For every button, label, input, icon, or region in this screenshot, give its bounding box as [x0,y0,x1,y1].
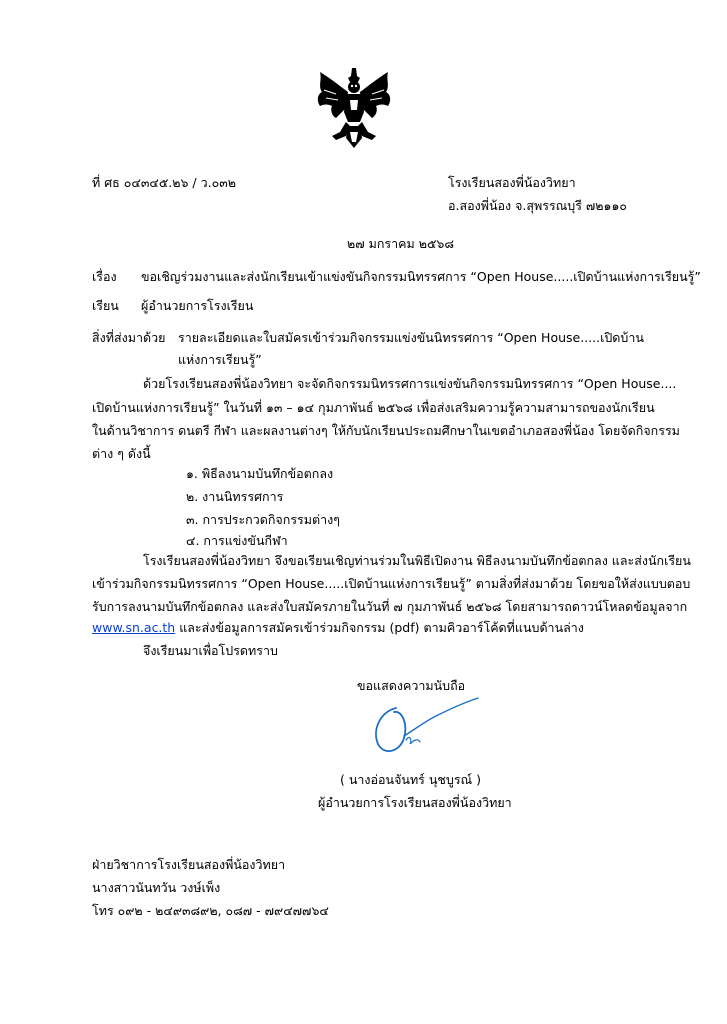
signature-image [366,690,486,760]
school-name: โรงเรียนสองพี่น้องวิทยา [448,175,576,190]
subject-label: เรื่อง [92,269,117,284]
paragraph-2-line-3: รับการลงนามบันทึกข้อตกลง และส่งใบสมัครภายในวันที่ ๗ กุมภาพันธ์ ๒๕๖๘ โดยสามารถดาวน์โหลดข้อมูลจาก [92,599,688,614]
paragraph-1-line-3: ในด้านวิชาการ ดนตรี กีฬา และผลงานต่างๆ ให้กับนักเรียนประถมศึกษาในเขตอำเภอสองพี่น้อง โดยจัดกิจกรรม [92,423,680,438]
paragraph-2-line-4 [92,620,584,636]
closing-line: จึงเรียนมาเพื่อโปรดทราบ [143,643,278,658]
garuda-emblem-icon [312,66,396,150]
paragraph-1-line-2: เปิดบ้านแห่งการเรียนรู้” ในวันที่ ๑๓ – ๑๔ กุมภาพันธ์ ๒๕๖๘ เพื่อส่งเสริมความรู้ความสามารถของนักเรียน [92,400,655,415]
list-item: ๓. การประกวดกิจกรรมต่างๆ [186,512,340,527]
list-item: ๒. งานนิทรรศการ [186,489,284,504]
list-item: ๔. การแข่งขันกีฬา [186,533,288,548]
recipient-label: เรียน [92,298,119,313]
paragraph-2-line-4-text: และส่งข้อมูลการสมัครเข้าร่วมกิจกรรม (pdf) ตามคิวอาร์โค้ดที่แนบด้านล่าง [175,620,584,635]
school-address: อ.สองพี่น้อง จ.สุพรรณบุรี ๗๒๑๑๐ [448,198,628,213]
website-link[interactable]: www.sn.ac.th [92,620,176,635]
enclosure-line-2: แห่งการเรียนรู้” [178,352,262,367]
signer-position: ผู้อำนวยการโรงเรียนสองพี่น้องวิทยา [318,795,512,810]
document-number: ที่ ศธ ๐๔๓๔๕.๒๖ / ว.๐๓๒ [92,175,237,190]
footer-contact-person: นางสาวนันทวัน วงษ์เพ็ง [92,880,221,895]
recipient-text: ผู้อำนวยการโรงเรียน [141,298,254,313]
list-item: ๑. พิธีลงนามบันทึกข้อตกลง [186,466,334,481]
paragraph-2-line-1: โรงเรียนสองพี่น้องวิทยา จึงขอเรียนเชิญท่านร่วมในพิธีเปิดงาน พิธีลงนามบันทึกข้อตกลง และส่งนักเรียน [143,553,691,568]
paragraph-1-line-4: ต่าง ๆ ดังนี้ [92,446,151,461]
footer-department: ฝ่ายวิชาการโรงเรียนสองพี่น้องวิทยา [92,857,286,872]
footer-phone: โทร ๐๙๒ - ๒๔๙๓๘๙๒, ๐๘๗ - ๗๙๔๗๗๖๔ [92,903,329,918]
subject-text: ขอเชิญร่วมงานและส่งนักเรียนเข้าแข่งขันกิจกรรมนิทรรศการ “Open House.....เปิดบ้านแห่งการเรียนรู้” [141,269,701,284]
enclosure-line-1: รายละเอียดและใบสมัครเข้าร่วมกิจกรรมแข่งขันนิทรรศการ “Open House.....เปิดบ้าน [178,330,644,345]
paragraph-1-line-1: ด้วยโรงเรียนสองพี่น้องวิทยา จะจัดกิจกรรมนิทรรศการแข่งขันกิจกรรมนิทรรศการ “Open House.... [143,376,677,391]
enclosure-label: สิ่งที่ส่งมาด้วย [92,330,166,345]
document-date: ๒๗ มกราคม ๒๕๖๘ [347,236,455,251]
regards-text: ขอแสดงความนับถือ [357,678,466,693]
paragraph-2-line-2: เข้าร่วมกิจกรรมนิทรรศการ “Open House.....เปิดบ้านแห่งการเรียนรู้” ตามสิ่งที่ส่งมาด้วย โดยขอให้ส่งแบบตอบ [92,576,691,591]
signer-name: ( นางอ่อนจันทร์ นุชบูรณ์ ) [340,772,481,787]
